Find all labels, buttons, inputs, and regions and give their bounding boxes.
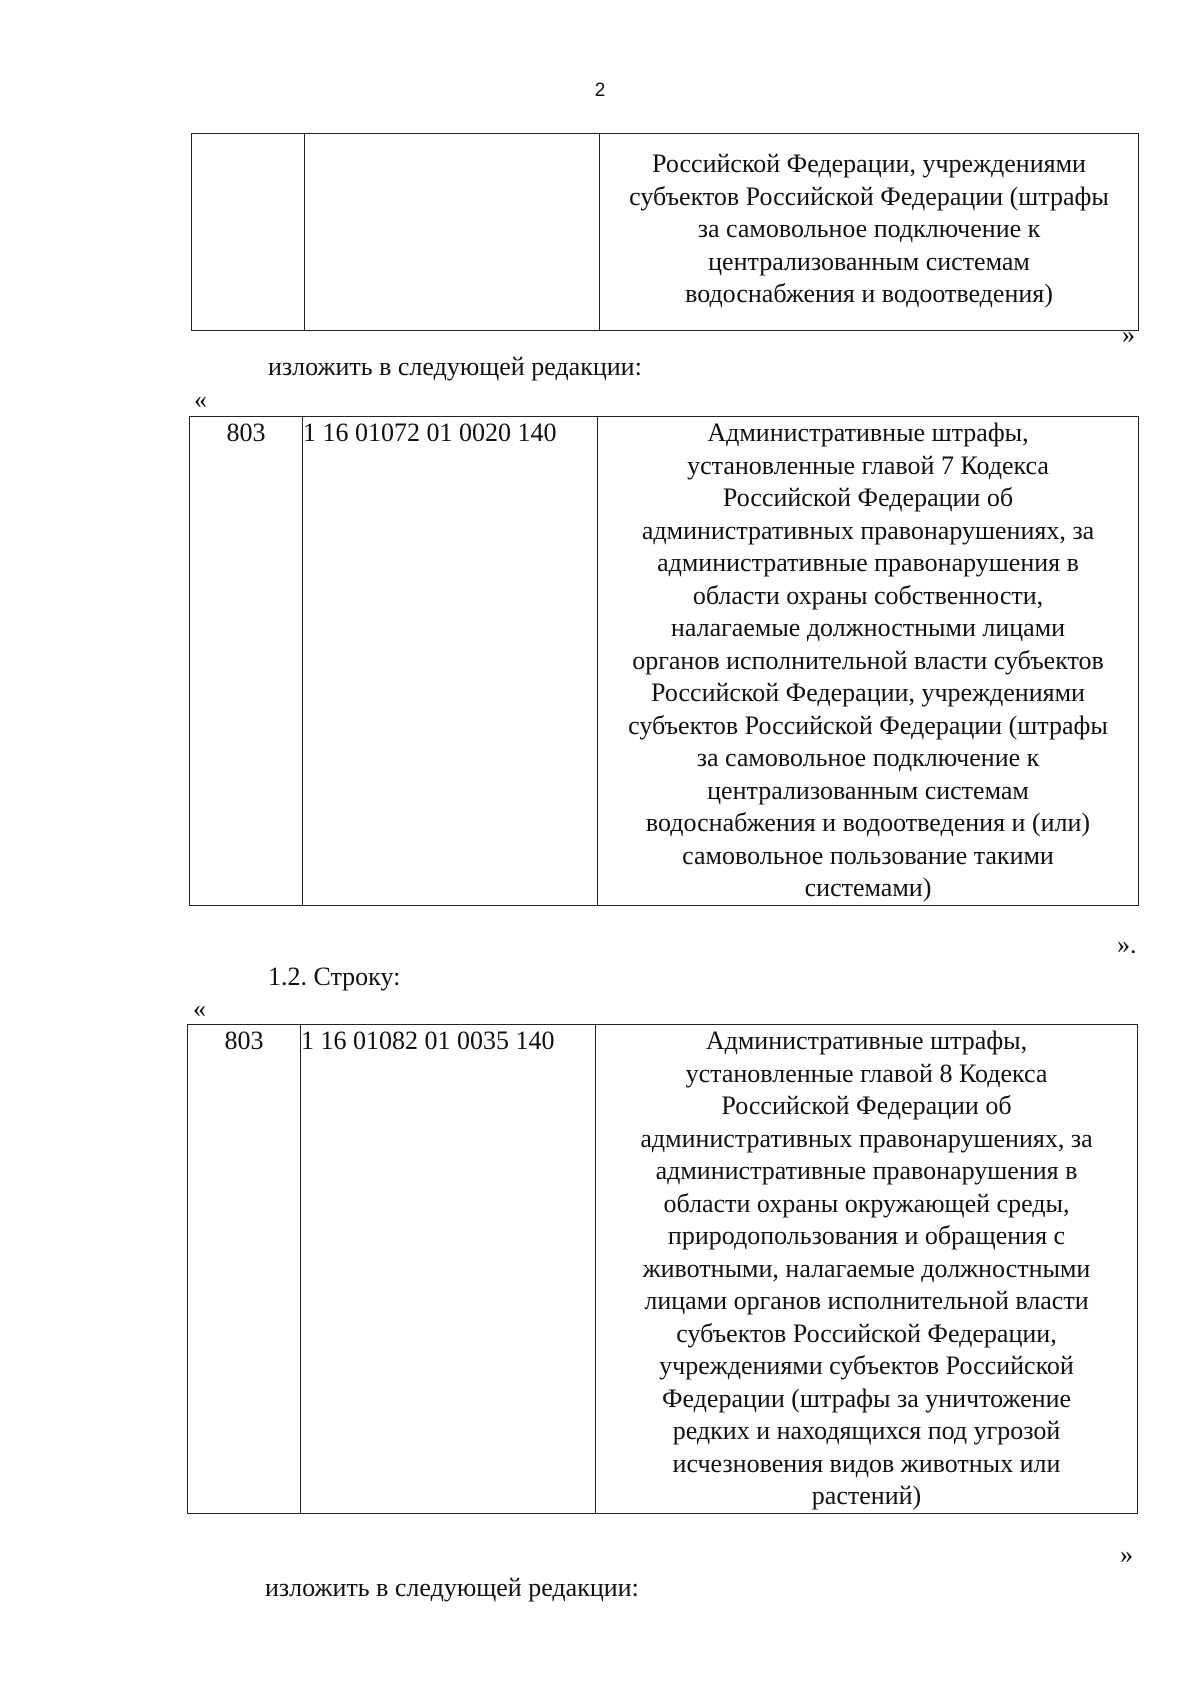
- page-number: 2: [594, 80, 606, 101]
- description-line: административных правонарушениях, за: [641, 515, 1095, 545]
- description-line: Административные штрафы,: [707, 418, 1029, 447]
- table-cell-code-kbk: 1 16 01072 01 0020 140: [303, 417, 598, 906]
- description-line: Федерации (штрафы за уничтожение: [661, 1383, 1072, 1413]
- table-cell-code-admin: 803: [190, 417, 303, 906]
- description-line: централизованным системам: [708, 246, 1030, 276]
- table-cell-code-admin: [192, 134, 305, 331]
- table-cell-description: [600, 134, 1139, 331]
- description-line: административных правонарушениях, за: [640, 1123, 1093, 1153]
- table-row: [190, 417, 1139, 906]
- description-line: системами): [804, 873, 932, 902]
- description-line: Российской Федерации, учреждениями: [651, 678, 1085, 707]
- description-line: Российской Федерации об: [721, 1091, 1012, 1120]
- description-line: животными, налагаемые должностными: [642, 1253, 1091, 1283]
- description-line: за самовольное подключение к: [697, 214, 1041, 243]
- table-row: [188, 1025, 1138, 1514]
- description-line: области охраны окружающей среды,: [663, 1188, 1070, 1218]
- description-line: исчезновения видов животных или: [672, 1448, 1061, 1478]
- table-cell-code-kbk: [305, 134, 600, 331]
- description-line: административные правонарушения в: [657, 548, 1079, 577]
- closing-quote: »: [1122, 320, 1135, 349]
- description-line: Российской Федерации об: [722, 483, 1014, 512]
- description-line: водоснабжения и водоотведения): [685, 279, 1053, 308]
- description-line: за самовольное подключение к: [696, 743, 1040, 772]
- description-line: растений): [811, 1481, 922, 1510]
- description-line: административные правонарушения в: [655, 1156, 1078, 1185]
- description-line: субъектов Российской Федерации (штрафы: [629, 181, 1109, 211]
- table-cell-description: [598, 417, 1139, 906]
- table-row: [192, 134, 1139, 331]
- closing-quote: »: [1120, 1540, 1133, 1569]
- description-line: централизованным системам: [707, 775, 1029, 805]
- description-line: субъектов Российской Федерации (штрафы: [628, 710, 1108, 740]
- description-line: установленные главой 8 Кодекса: [685, 1058, 1048, 1088]
- opening-quote: «: [194, 385, 207, 414]
- description-line: области охраны собственности,: [692, 580, 1044, 610]
- description-line: учреждениями субъектов Российской: [659, 1351, 1074, 1380]
- table-cell-description: [596, 1025, 1138, 1514]
- description-line: субъектов Российской Федерации,: [676, 1318, 1057, 1348]
- closing-quote: ».: [1117, 930, 1137, 959]
- table-middle: [189, 416, 1139, 906]
- description-line: органов исполнительной власти субъектов: [632, 645, 1104, 675]
- description-line: водоснабжения и водоотведения и (или): [645, 808, 1091, 837]
- opening-quote: «: [193, 994, 206, 1023]
- description-line: природопользования и обращения с: [667, 1221, 1066, 1250]
- description-line: самовольное пользование такими: [682, 840, 1054, 870]
- description-line: Российской Федерации, учреждениями: [652, 149, 1086, 178]
- description-line: лицами органов исполнительной власти: [644, 1286, 1089, 1315]
- paragraph-text: изложить в следующей редакции:: [268, 352, 642, 381]
- description-line: налагаемые должностными лицами: [670, 613, 1066, 642]
- paragraph-text: 1.2. Строку:: [268, 962, 401, 991]
- description-line: Административные штрафы,: [705, 1026, 1028, 1055]
- paragraph-text: изложить в следующей редакции:: [265, 1573, 639, 1602]
- table-cell-code-admin: 803: [188, 1025, 301, 1514]
- table-cell-code-kbk: 1 16 01082 01 0035 140: [301, 1025, 596, 1514]
- description-line: установленные главой 7 Кодекса: [687, 450, 1049, 480]
- description-line: редких и находящихся под угрозой: [672, 1416, 1061, 1445]
- table-top: [191, 133, 1139, 331]
- table-bottom: [187, 1024, 1138, 1514]
